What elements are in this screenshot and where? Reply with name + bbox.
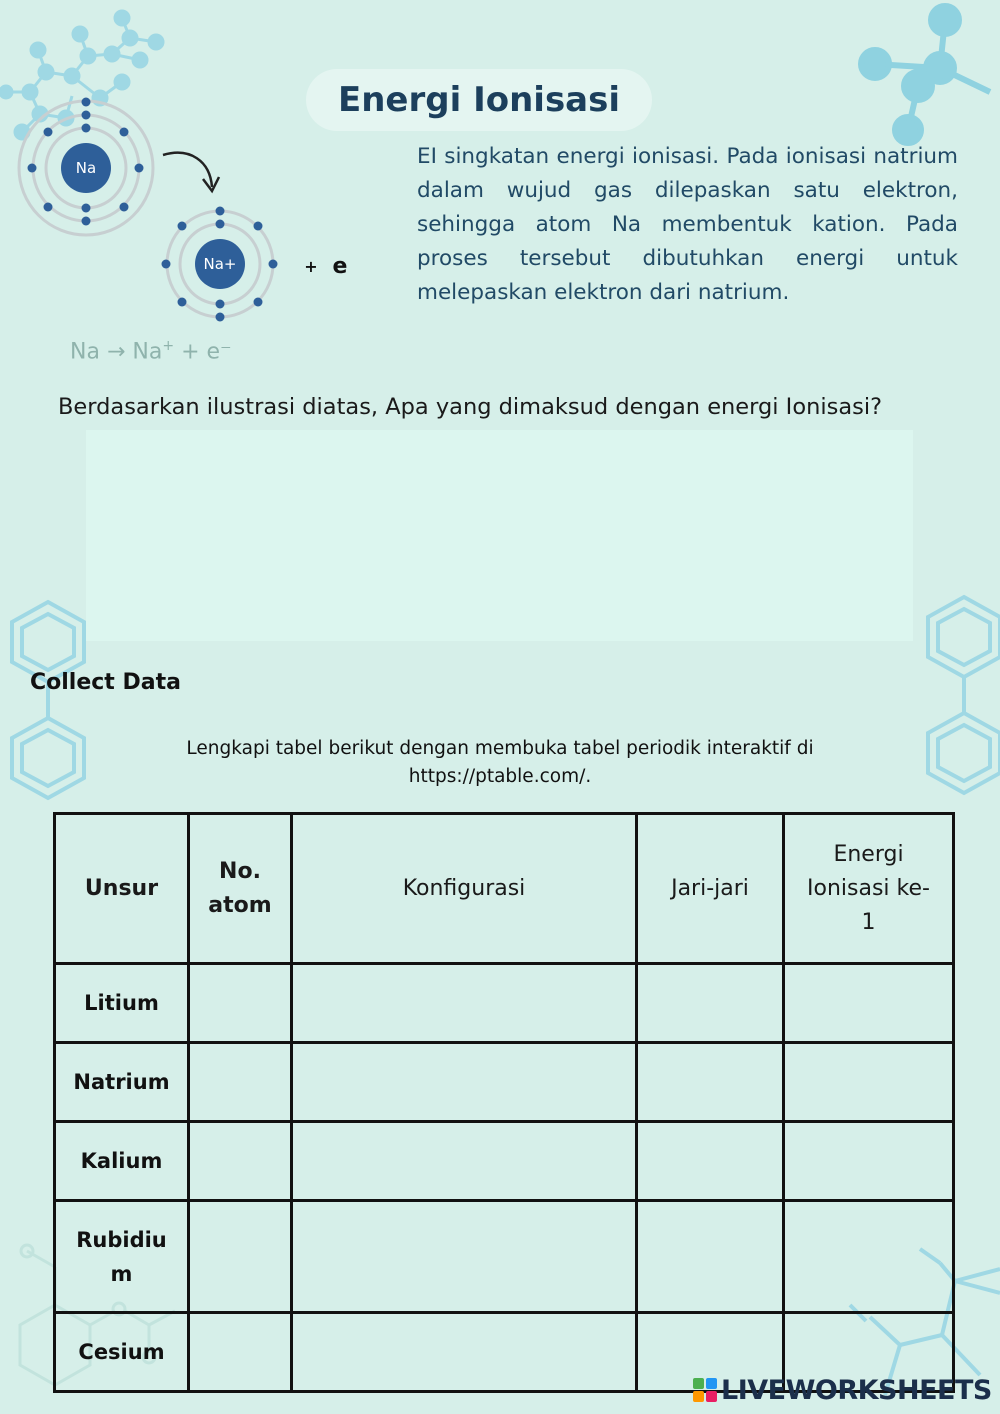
molecule-decoration-top-right [850, 0, 1000, 150]
collect-data-heading: Collect Data [30, 670, 181, 695]
question-text: Berdasarkan ilustrasi diatas, Apa yang dimaksud dengan energi Ionisasi? [58, 394, 883, 420]
element-name: Rubidiu m [55, 1201, 189, 1313]
input-cell-jari-jari[interactable] [637, 1122, 784, 1201]
benzene-decoration-left [0, 590, 100, 820]
benzene-decoration-right [920, 585, 1000, 820]
data-table [53, 812, 955, 1393]
liveworksheets-icon [693, 1378, 717, 1402]
intro-paragraph: EI singkatan energi ionisasi. Pada ionisasi natrium dalam wujud gas dilepaskan satu elektron, sehingga atom Na membentuk kation. Pada proses tersebut dibutuhkan energi untuk melepaskan elektron dari natrium. [417, 144, 958, 305]
plus-sign: + [304, 257, 318, 276]
table-row [55, 1122, 954, 1201]
input-cell-jari-jari[interactable] [637, 1043, 784, 1122]
table-header-row [55, 814, 954, 964]
input-cell-energi[interactable] [784, 1201, 954, 1313]
ionization-equation: Na → Na+ + e⁻ [70, 338, 232, 365]
input-cell-no-atom[interactable] [189, 1313, 292, 1392]
element-name: Litium [55, 964, 189, 1043]
sodium-ion [162, 207, 278, 322]
liveworksheets-wordmark: LIVEWORKSHEETS [721, 1374, 992, 1406]
header-energi-ionisasi: Energi Ionisasi ke- 1 [784, 814, 954, 964]
input-cell-energi[interactable] [784, 1043, 954, 1122]
header-unsur: Unsur [55, 814, 189, 964]
input-cell-no-atom[interactable] [189, 964, 292, 1043]
ptable-link[interactable]: https://ptable.com/. [408, 766, 592, 787]
input-cell-no-atom[interactable] [189, 1122, 292, 1201]
header-jari-jari: Jari-jari [637, 814, 784, 964]
input-cell-no-atom[interactable] [189, 1043, 292, 1122]
page-title: Energi Ionisasi [337, 80, 621, 120]
table-row [55, 1201, 954, 1313]
answer-input[interactable] [86, 430, 913, 641]
sodium-atom [19, 98, 153, 236]
input-cell-jari-jari[interactable] [637, 1201, 784, 1313]
header-no-atom: No. atom [189, 814, 292, 964]
ionization-diagram [15, 95, 375, 335]
element-name: Cesium [55, 1313, 189, 1392]
element-name: Kalium [55, 1122, 189, 1201]
atom-label: Na [75, 159, 97, 177]
input-cell-konfigurasi[interactable] [292, 1201, 637, 1313]
input-cell-konfigurasi[interactable] [292, 1043, 637, 1122]
input-cell-konfigurasi[interactable] [292, 964, 637, 1043]
ion-label: Na+ [203, 255, 237, 273]
input-cell-jari-jari[interactable] [637, 964, 784, 1043]
table-row [55, 964, 954, 1043]
header-konfigurasi: Konfigurasi [292, 814, 637, 964]
input-cell-konfigurasi[interactable] [292, 1313, 637, 1392]
liveworksheets-logo[interactable] [693, 1374, 992, 1406]
input-cell-no-atom[interactable] [189, 1201, 292, 1313]
element-name: Natrium [55, 1043, 189, 1122]
input-cell-energi[interactable] [784, 964, 954, 1043]
table-row [55, 1043, 954, 1122]
instruction-text: Lengkapi tabel berikut dengan membuka tabel periodik interaktif di https://ptable.com/. [150, 735, 850, 791]
input-cell-energi[interactable] [784, 1122, 954, 1201]
electron-label: e [332, 254, 348, 279]
input-cell-konfigurasi[interactable] [292, 1122, 637, 1201]
